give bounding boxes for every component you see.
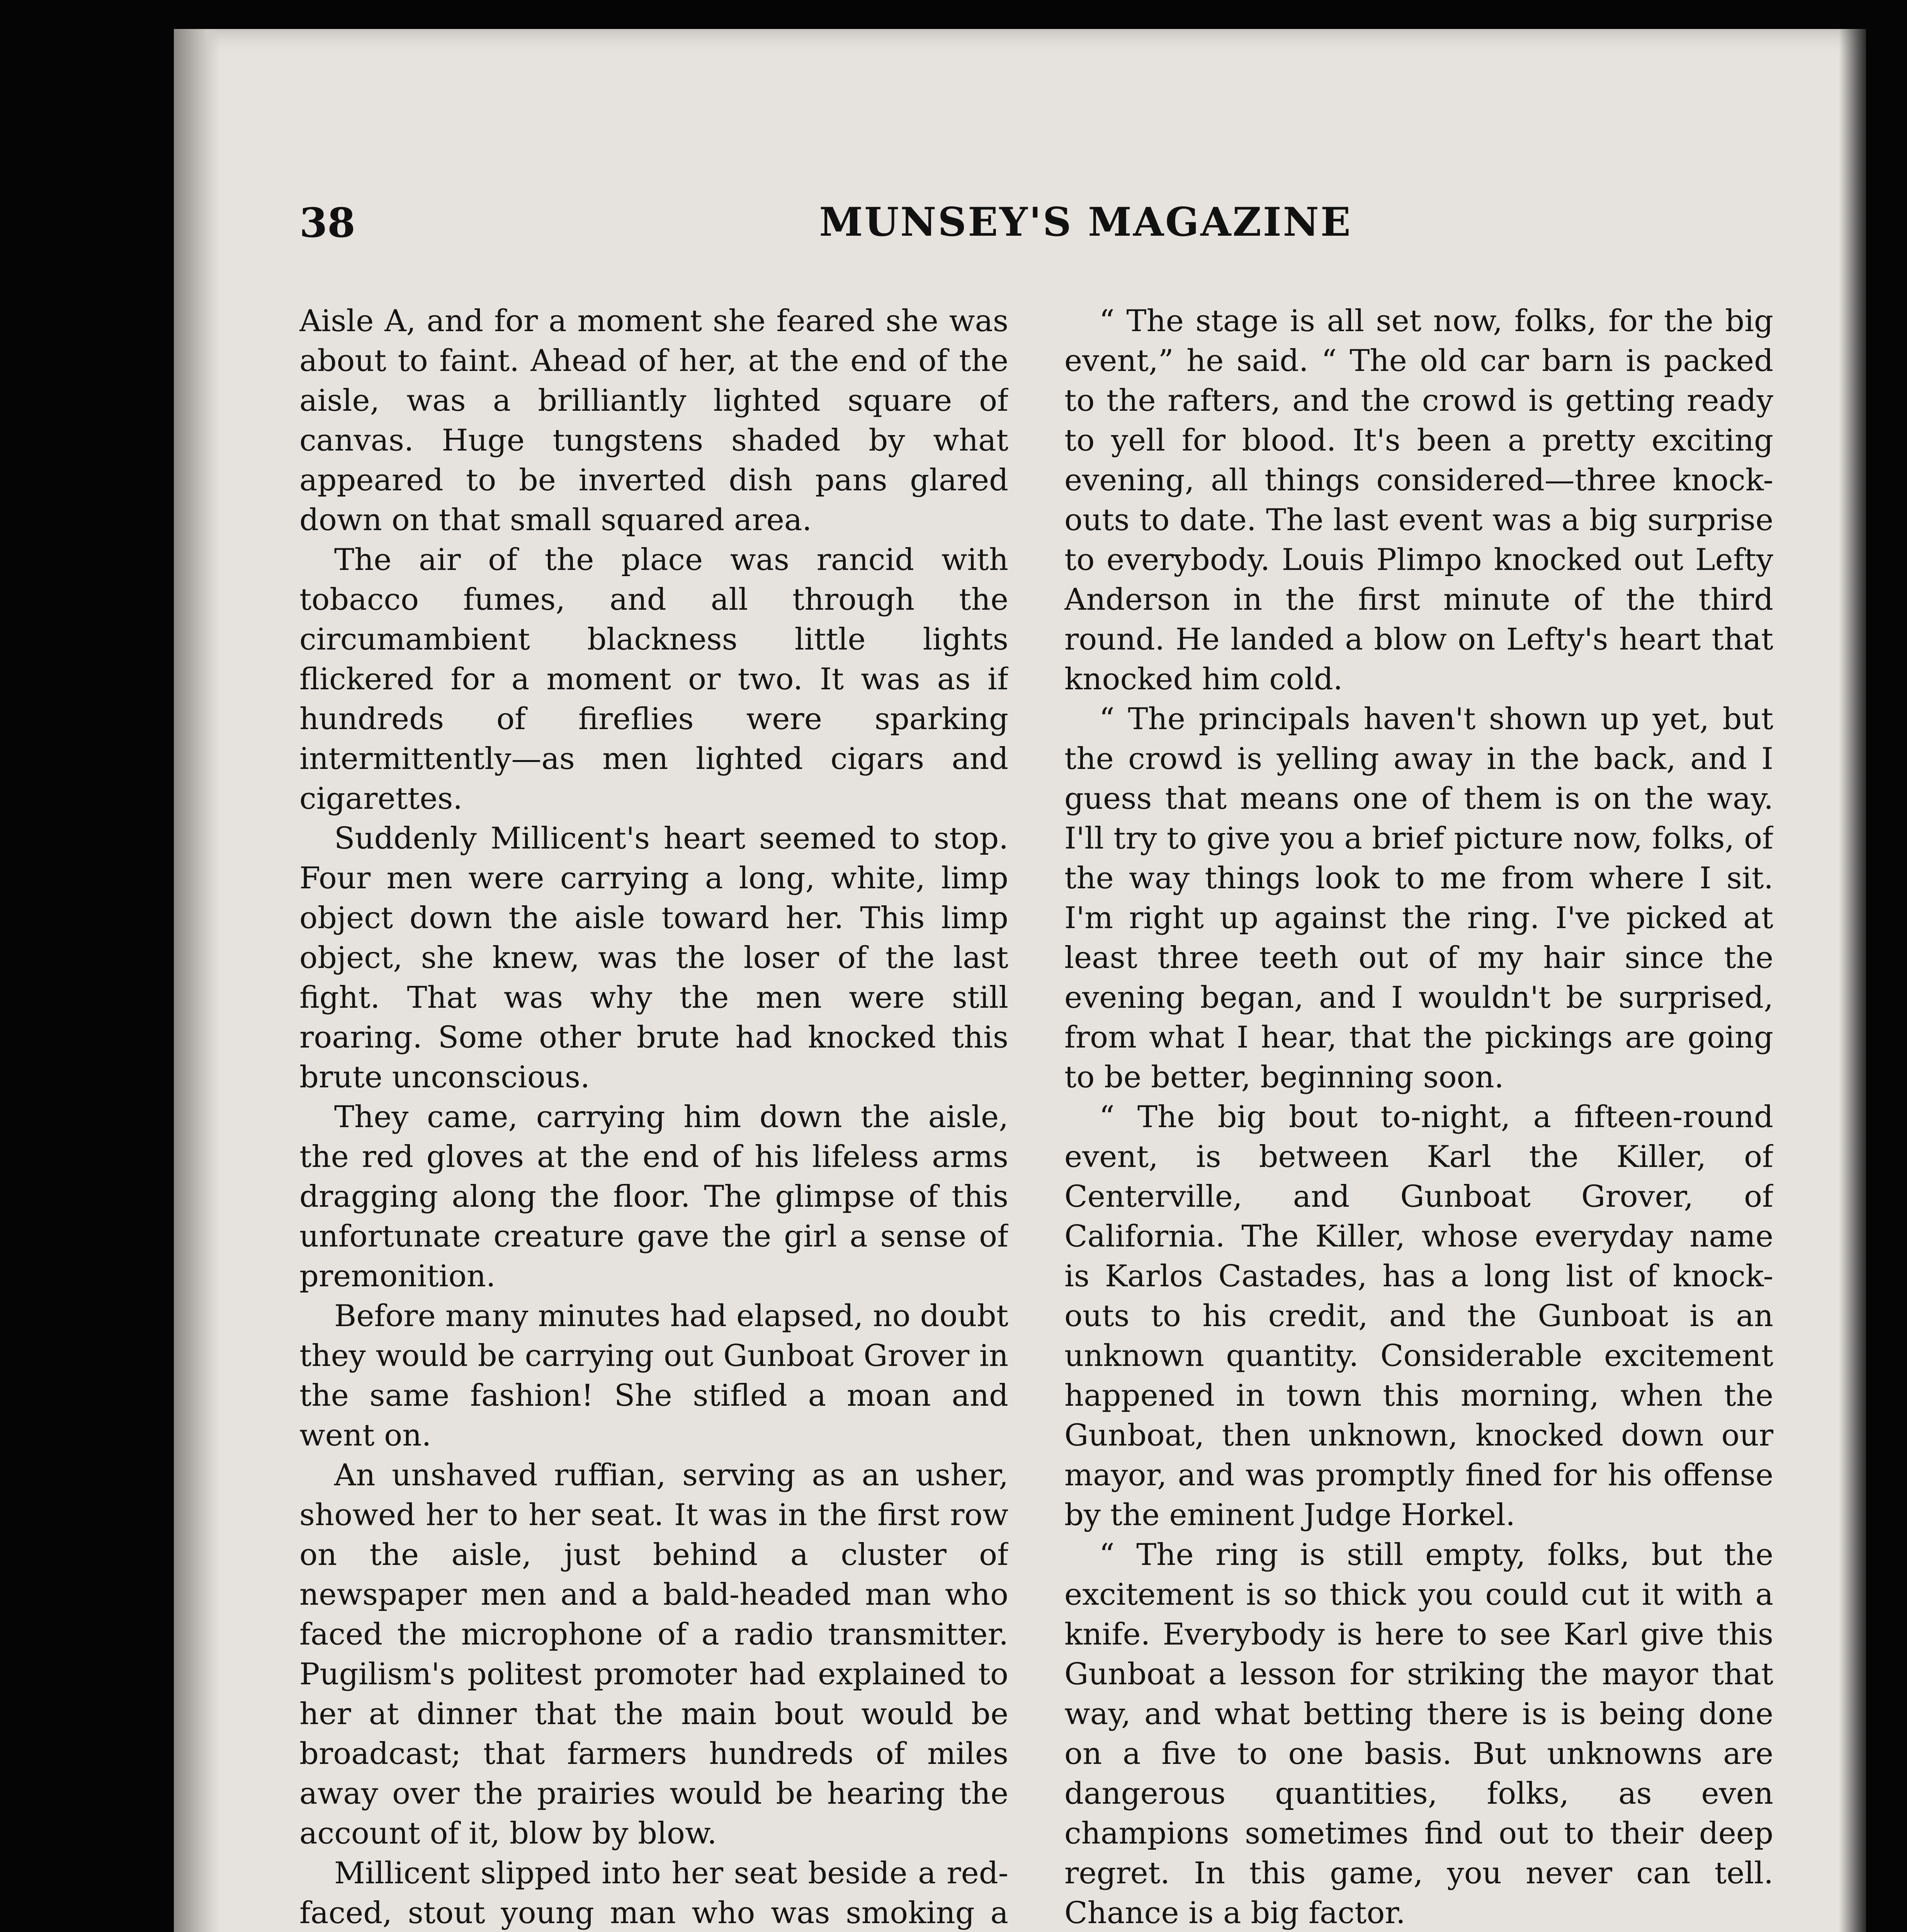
paragraph: “ The principals haven't shown up yet, but the crowd is yelling away in the back, and I guess that means one of them is on the way. I'll try to give you a brief picture now, folks, of the way things look to me from where I sit. I'm right up against the ring. I've picked at least three teeth out of my hair since the evening began, and I wouldn't be surprised, from what I hear, that the pickings are going to be better, beginning soon. <box>1064 702 1773 1095</box>
paragraph: An unshaved ruffian, serving as an usher, showed her to her seat. It was in the first row on the aisle, just behind a cluster of newspaper men and a bald-headed man who faced the microphone of a radio transmitter. Pugilism's politest promoter had explained to her at dinner that the main bout would be broadcast; that farmers hundreds of miles away over the prairies would be hearing the account of it, blow by blow. <box>299 1458 1008 1851</box>
running-head: MUNSEY'S MAGAZINE <box>819 199 1352 245</box>
text-column-right <box>1064 301 1773 1932</box>
binding-shadow <box>174 29 220 1932</box>
paragraph: Aisle A, and for a moment she feared she was about to faint. Ahead of her, at the end of the aisle, was a brilliantly lighted square of canvas. Huge tungstens shaded by what appeared to be inverted dish pans glared down on that small squared area. <box>299 304 1008 537</box>
text-column-left <box>299 301 1008 1932</box>
paragraph: “ The ring is still empty, folks, but the excitement is so thick you could cut it with a knife. Everybody is here to see Karl give this Gunboat a lesson for striking the mayor that way, and what betting there is is being done on a five to one basis. But unknowns are dangerous quantities, folks, as even champions sometimes find out to their deep regret. In this game, you never can tell. Chance is a big factor. <box>1064 1537 1773 1930</box>
page-number: 38 <box>299 199 355 247</box>
paragraph: “ The big bout to-night, a fifteen-round event, is between Karl the Killer, of Centerville, and Gunboat Grover, of California. The Killer, whose everyday name is Karlos Castades, has a long list of knock-outs to his credit, and the Gunboat is an unknown quantity. Considerable excitement happened in town this morning, when the Gunboat, then unknown, knocked down our mayor, and was promptly fined for his offense by the eminent Judge Horkel. <box>1064 1100 1773 1532</box>
paragraph: “ The stage is all set now, folks, for the big event,” he said. “ The old car barn is packed to the rafters, and the crowd is getting ready to yell for blood. It's been a pretty exciting evening, all things considered—three knock-outs to date. The last event was a big surprise to everybody. Louis Plimpo knocked out Lefty Anderson in the first minute of the third round. He landed a blow on Lefty's heart that knocked him cold. <box>1064 304 1773 697</box>
page-edge-shadow <box>1839 29 1866 1932</box>
magazine-page <box>174 29 1866 1932</box>
paragraph: The air of the place was rancid with tobacco fumes, and all through the circumambient blackness little lights flickered for a moment or two. It was as if hundreds of fireflies were sparking intermittently—as men lighted cigars and cigarettes. <box>299 543 1008 816</box>
paragraph: Millicent slipped into her seat beside a red-faced, stout young man who was smoking a <box>299 1856 1008 1930</box>
page-header <box>299 199 1866 245</box>
paragraph: Before many minutes had elapsed, no doubt they would be carrying out Gunboat Grover in the same fashion! She stifled a moan and went on. <box>299 1299 1008 1453</box>
paragraph: They came, carrying him down the aisle, the red gloves at the end of his lifeless arms dragging along the floor. The glimpse of this unfortunate creature gave the girl a sense of premonition. <box>299 1100 1008 1294</box>
paragraph: Suddenly Millicent's heart seemed to stop. Four men were carrying a long, white, limp object down the aisle toward her. This limp object, she knew, was the loser of the last fight. That was why the men were still roaring. Some other brute had knocked this brute unconscious. <box>299 821 1008 1095</box>
